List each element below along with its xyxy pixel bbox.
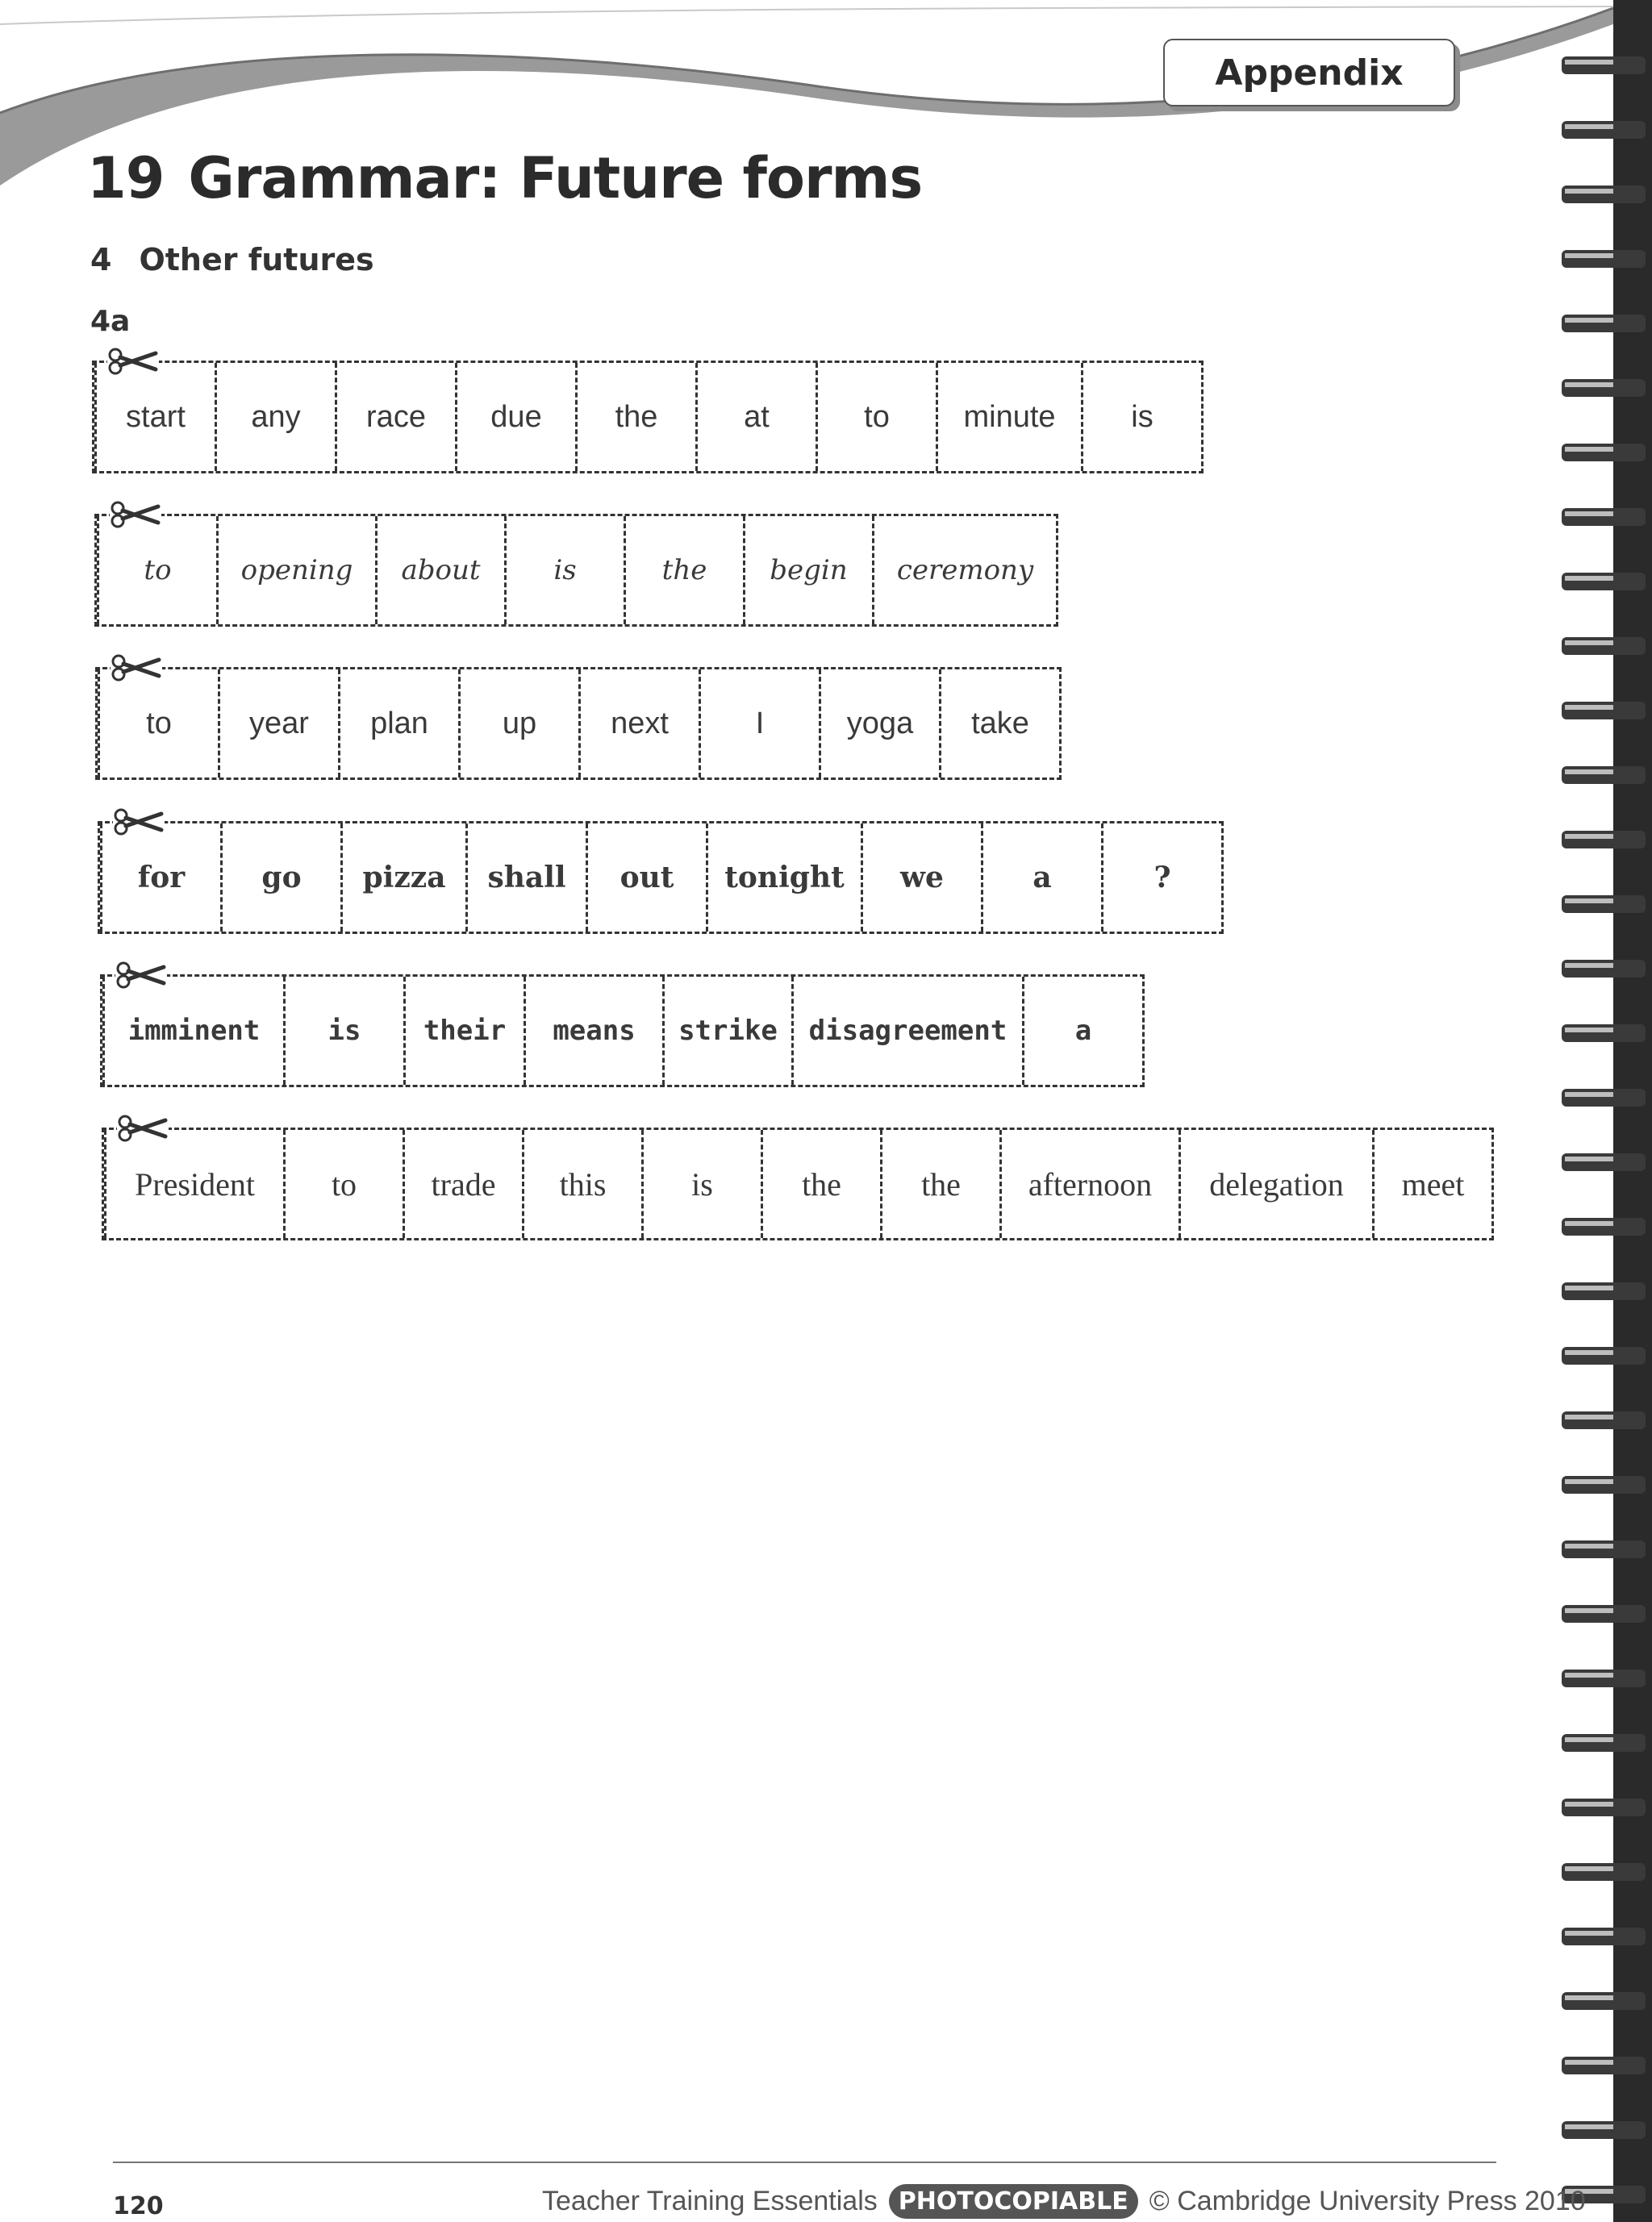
spiral-coil <box>1562 1734 1646 1752</box>
spiral-coil-highlight <box>1565 1544 1613 1549</box>
book-title: Teacher Training Essentials <box>542 2186 878 2216</box>
spiral-coil <box>1562 1992 1646 2010</box>
spiral-coil-highlight <box>1565 2060 1613 2065</box>
word-card[interactable]: start <box>94 363 215 471</box>
word-card[interactable]: for <box>100 823 220 932</box>
word-strip-1 <box>92 361 1204 473</box>
spiral-coil <box>1562 1282 1646 1300</box>
word-card[interactable]: a <box>1022 977 1142 1085</box>
word-card[interactable]: about <box>375 516 504 624</box>
spiral-coil <box>1562 766 1646 784</box>
spiral-coil <box>1562 1799 1646 1816</box>
unit-title: Grammar: Future forms <box>188 145 923 211</box>
spiral-coil-highlight <box>1565 253 1613 258</box>
spiral-coil-highlight <box>1565 511 1613 516</box>
spiral-coil <box>1562 960 1646 978</box>
word-strip-4 <box>98 821 1224 934</box>
scissors-icon <box>113 806 165 838</box>
word-card[interactable]: is <box>1081 363 1201 471</box>
word-card[interactable]: to <box>283 1130 403 1238</box>
word-strip-3 <box>95 667 1062 780</box>
word-card[interactable]: ? <box>1101 823 1221 932</box>
spiral-coil-highlight <box>1565 1028 1613 1032</box>
word-card[interactable]: is <box>641 1130 761 1238</box>
word-card[interactable]: disagreement <box>791 977 1022 1085</box>
spiral-coil <box>1562 1089 1646 1107</box>
spiral-coil <box>1562 2121 1646 2139</box>
word-card[interactable]: trade <box>403 1130 522 1238</box>
word-strip-5 <box>100 974 1145 1087</box>
word-card[interactable]: imminent <box>102 977 283 1085</box>
page-title <box>87 145 922 211</box>
scissors-icon <box>110 498 161 531</box>
spiral-coil-highlight <box>1565 124 1613 129</box>
section-title: Other futures <box>139 242 374 277</box>
spiral-coil-highlight <box>1565 963 1613 968</box>
spiral-coil <box>1562 315 1646 332</box>
spiral-coil-highlight <box>1565 1995 1613 2000</box>
spiral-coil <box>1562 1153 1646 1171</box>
word-card[interactable]: the <box>761 1130 880 1238</box>
spiral-coil <box>1562 831 1646 848</box>
spiral-coil-highlight <box>1565 2124 1613 2129</box>
word-card[interactable]: take <box>939 669 1059 777</box>
spiral-coil <box>1562 1218 1646 1236</box>
spiral-binding <box>1557 0 1652 2222</box>
spiral-coil <box>1562 1863 1646 1881</box>
spiral-coil <box>1562 250 1646 268</box>
word-card[interactable]: meet <box>1372 1130 1491 1238</box>
word-card[interactable]: this <box>522 1130 641 1238</box>
spiral-coil <box>1562 2057 1646 2074</box>
word-card[interactable]: we <box>861 823 981 932</box>
word-card[interactable]: to <box>816 363 936 471</box>
word-card[interactable]: delegation <box>1179 1130 1372 1238</box>
spiral-coil-highlight <box>1565 898 1613 903</box>
section-heading <box>90 242 374 277</box>
spiral-coil <box>1562 444 1646 461</box>
word-card[interactable]: a <box>981 823 1101 932</box>
spiral-coil-highlight <box>1565 1673 1613 1678</box>
word-card[interactable]: out <box>586 823 706 932</box>
spiral-coil <box>1562 379 1646 397</box>
scissors-icon <box>111 652 162 684</box>
spiral-coil <box>1562 1928 1646 1945</box>
scissors-icon <box>115 959 167 991</box>
spiral-coil <box>1562 56 1646 74</box>
spiral-coil-highlight <box>1565 1479 1613 1484</box>
spiral-coil-highlight <box>1565 1157 1613 1161</box>
spiral-coil <box>1562 1540 1646 1558</box>
exercise-label: 4a <box>90 305 131 338</box>
word-card[interactable]: minute <box>936 363 1081 471</box>
word-card[interactable]: strike <box>662 977 791 1085</box>
word-card[interactable]: is <box>504 516 624 624</box>
section-number: 4 <box>90 242 112 277</box>
spiral-coil-highlight <box>1565 1608 1613 1613</box>
spiral-coil <box>1562 702 1646 719</box>
spiral-coil-highlight <box>1565 1286 1613 1290</box>
word-card[interactable]: yoga <box>819 669 939 777</box>
unit-number: 19 <box>87 145 165 211</box>
spiral-coil <box>1562 573 1646 590</box>
page-number: 120 <box>113 2192 164 2220</box>
word-strip-6 <box>102 1128 1494 1240</box>
spiral-coil-highlight <box>1565 1866 1613 1871</box>
spiral-coil <box>1562 1476 1646 1494</box>
scissors-icon <box>117 1112 169 1144</box>
word-card[interactable]: to <box>97 516 216 624</box>
spiral-coil-highlight <box>1565 1350 1613 1355</box>
spiral-coil <box>1562 637 1646 655</box>
spiral-coil <box>1562 1024 1646 1042</box>
word-card[interactable]: go <box>220 823 340 932</box>
footer-credit <box>542 2184 1586 2219</box>
word-card[interactable]: race <box>335 363 455 471</box>
scissors-icon <box>107 345 159 377</box>
word-card[interactable]: the <box>880 1130 999 1238</box>
word-card[interactable]: due <box>455 363 575 471</box>
spiral-coil <box>1562 508 1646 526</box>
word-strip-2 <box>94 514 1058 627</box>
word-card[interactable]: up <box>458 669 578 777</box>
spiral-coil-highlight <box>1565 1737 1613 1742</box>
word-card[interactable]: opening <box>216 516 375 624</box>
word-card[interactable]: any <box>215 363 335 471</box>
spiral-coil-highlight <box>1565 447 1613 452</box>
spiral-coil-highlight <box>1565 189 1613 194</box>
footer-rule <box>113 2162 1496 2163</box>
word-card[interactable]: the <box>624 516 743 624</box>
spiral-coil <box>1562 1411 1646 1429</box>
photocopiable-badge: PHOTOCOPIABLE <box>889 2184 1138 2219</box>
spiral-coil <box>1562 186 1646 203</box>
spiral-coil-highlight <box>1565 1802 1613 1807</box>
spiral-coil-highlight <box>1565 576 1613 581</box>
spiral-coil-highlight <box>1565 705 1613 710</box>
spiral-coil <box>1562 895 1646 913</box>
word-card[interactable]: their <box>403 977 524 1085</box>
spiral-coil-highlight <box>1565 640 1613 645</box>
spiral-coil-highlight <box>1565 1931 1613 1936</box>
word-card[interactable]: next <box>578 669 699 777</box>
word-card[interactable]: afternoon <box>999 1130 1179 1238</box>
spiral-coil-highlight <box>1565 834 1613 839</box>
spiral-coil <box>1562 121 1646 139</box>
spiral-coil-highlight <box>1565 318 1613 323</box>
word-card[interactable]: begin <box>743 516 872 624</box>
spiral-coil-highlight <box>1565 1221 1613 1226</box>
spiral-coil-highlight <box>1565 769 1613 774</box>
word-card[interactable]: the <box>575 363 695 471</box>
word-card[interactable]: year <box>218 669 338 777</box>
word-card[interactable]: President <box>104 1130 283 1238</box>
word-card[interactable]: to <box>98 669 218 777</box>
word-card[interactable]: plan <box>338 669 458 777</box>
spiral-coil-highlight <box>1565 60 1613 65</box>
word-card[interactable]: shall <box>465 823 586 932</box>
word-card[interactable]: at <box>695 363 816 471</box>
appendix-tab: Appendix <box>1163 39 1455 106</box>
word-card[interactable]: is <box>283 977 403 1085</box>
word-card[interactable]: pizza <box>340 823 465 932</box>
word-card[interactable]: ceremony <box>872 516 1056 624</box>
copyright: © Cambridge University Press 2010 <box>1149 2186 1586 2216</box>
spiral-coil-highlight <box>1565 1415 1613 1419</box>
spiral-coil <box>1562 1347 1646 1365</box>
spiral-coil <box>1562 1605 1646 1623</box>
word-card[interactable]: means <box>524 977 662 1085</box>
word-card[interactable]: I <box>699 669 819 777</box>
spiral-coil <box>1562 1670 1646 1687</box>
spiral-coil-highlight <box>1565 382 1613 387</box>
spiral-coil-highlight <box>1565 1092 1613 1097</box>
word-card[interactable]: tonight <box>706 823 861 932</box>
